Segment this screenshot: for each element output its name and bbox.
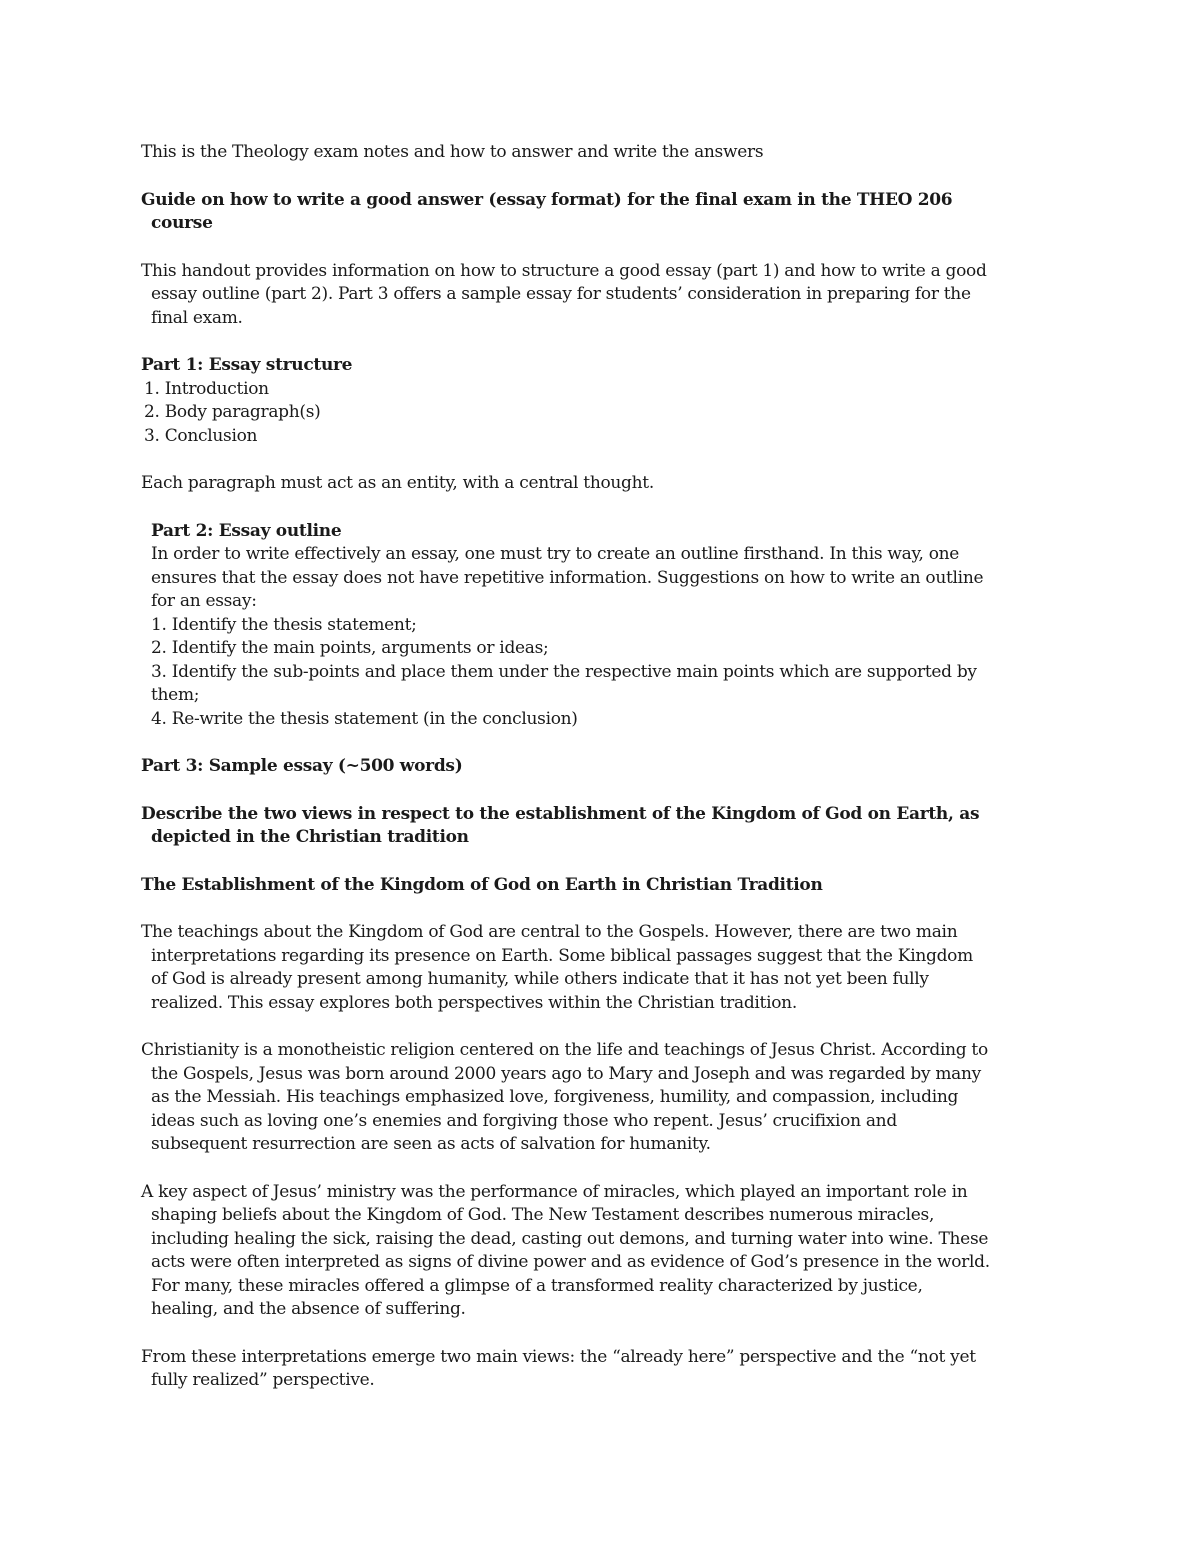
part3-heading: Part 3: Sample essay (~500 words) [141, 756, 463, 776]
list-item: 1. Introduction [144, 378, 269, 399]
intro-line: This is the Theology exam notes and how to answer and write the answers [141, 142, 764, 162]
essay-paragraph-2: Christianity is a monotheistic religion centered on the life and teachings of Jesus Christ. According to the Gospels, Jesus was born around 2000 years ago to Mary and Joseph and was regarded by many as the Messiah. His teachings emphasized love, forgiveness, humility, and compassion, including ideas such as loving one’s enemies and forgiving those who repent. Jesus’ crucifixion and subsequent resurrection are seen as acts of salvation for humanity. [141, 1040, 988, 1154]
essay-question: Describe the two views in respect to the establishment of the Kingdom of God on Earth, as depicted in the Christian tradition [141, 803, 980, 847]
part1-list [141, 378, 991, 449]
essay-title: The Establishment of the Kingdom of God on Earth in Christian Tradition [141, 874, 823, 895]
essay-paragraph-4: From these interpretations emerge two main views: the “already here” perspective and the “not yet fully realized” perspective. [141, 1346, 976, 1390]
part1-heading: Part 1: Essay structure [141, 355, 353, 375]
part2-list [151, 614, 991, 732]
list-item: 1. Identify the thesis statement; [151, 614, 417, 635]
list-item: 3. Identify the sub-points and place them under the respective main points which are supported by them; [151, 661, 977, 705]
part2-heading: Part 2: Essay outline [151, 520, 342, 541]
list-item: 2. Body paragraph(s) [144, 402, 321, 422]
paragraph-note: Each paragraph must act as an entity, with a central thought. [141, 473, 654, 493]
list-item: 4. Re-write the thesis statement (in the conclusion) [151, 708, 578, 729]
part2-text: In order to write effectively an essay, one must try to create an outline firsthand. In this way, one ensures that the essay does not have repetitive information. Suggestions on how to write an outline for an essay: [151, 544, 984, 611]
part2-section [141, 520, 991, 732]
essay-paragraph-1: The teachings about the Kingdom of God are central to the Gospels. However, there are two main interpretations regarding its presence on Earth. Some biblical passages suggest that the Kingdom of God is already present among humanity, while others indicate that it has not yet been fully realized. This essay explores both perspectives within the Christian tradition. [141, 922, 973, 1013]
guide-heading: Guide on how to write a good answer (essay format) for the final exam in the THEO 206 course [141, 189, 953, 233]
list-item: 3. Conclusion [144, 425, 258, 446]
document-page [141, 141, 991, 1393]
essay-paragraph-3: A key aspect of Jesus’ ministry was the performance of miracles, which played an important role in shaping beliefs about the Kingdom of God. The New Testament describes numerous miracles, including healing the sick, raising the dead, casting out demons, and turning water into wine. These acts were often interpreted as signs of divine power and as evidence of God’s presence in the world. For many, these miracles offered a glimpse of a transformed reality characterized by justice, healing, and the absence of suffering. [141, 1181, 990, 1319]
handout-paragraph: This handout provides information on how to structure a good essay (part 1) and how to write a good essay outline (part 2). Part 3 offers a sample essay for students’ consideration in preparing for the final exam. [141, 260, 987, 328]
list-item: 2. Identify the main points, arguments or ideas; [151, 638, 549, 658]
